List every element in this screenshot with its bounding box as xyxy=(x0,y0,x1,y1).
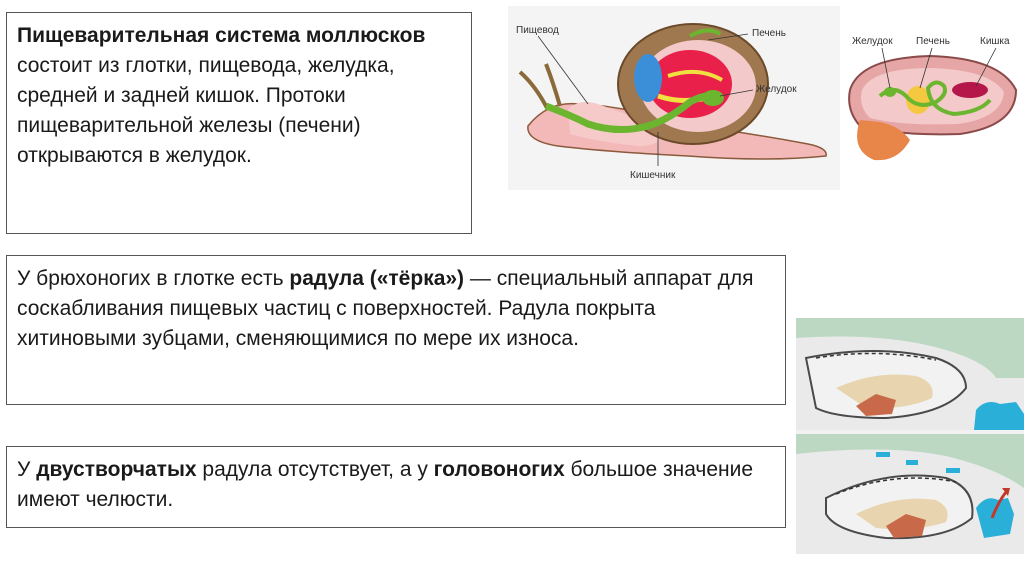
paragraph-text: большое значение имеют челюсти. xyxy=(17,458,754,511)
snail-diagram xyxy=(508,6,840,190)
text-box-digestive-system xyxy=(6,12,472,234)
radula-diagram xyxy=(796,318,1024,554)
text-box-bivalves-cephalopods xyxy=(6,446,786,528)
bold-term-cephalopods: головоногих xyxy=(433,458,565,481)
label-liver: Печень xyxy=(752,28,786,39)
paragraph-text: У брюхоногих в глотке есть xyxy=(17,267,290,290)
snail-anatomy-figure xyxy=(508,6,840,190)
paragraph-text: У xyxy=(17,458,37,481)
clam-anatomy-figure xyxy=(840,30,1024,172)
radula-figure xyxy=(796,318,1024,554)
paragraph-text: — специальный аппарат для соскабливания пищевых частиц с поверхностей. Радула покрыта хитиновыми зубцами, сменяющимися по мере их износа. xyxy=(17,267,754,350)
paragraph-text: радула отсутствует, а у xyxy=(196,458,434,481)
label-intestine: Кишечник xyxy=(630,170,676,181)
label-esophagus: Пищевод xyxy=(516,25,559,36)
bold-term-radula: радула («тёрка») xyxy=(289,267,465,290)
bold-term-digestive-system: Пищеварительная система моллюсков xyxy=(17,24,426,47)
label-clam-stomach: Желудок xyxy=(852,36,893,47)
label-clam-liver: Печень xyxy=(916,36,950,47)
text-box-radula xyxy=(6,255,786,405)
label-clam-intestine: Кишка xyxy=(980,36,1010,47)
paragraph-text: состоит из глотки, пищевода, желудка, средней и задней кишок. Протоки пищеварительной железы (печени) открываются в желудок. xyxy=(17,54,395,167)
clam-diagram xyxy=(840,30,1024,172)
label-stomach: Желудок xyxy=(756,84,797,95)
bold-term-bivalves: двустворчатых xyxy=(36,458,197,481)
